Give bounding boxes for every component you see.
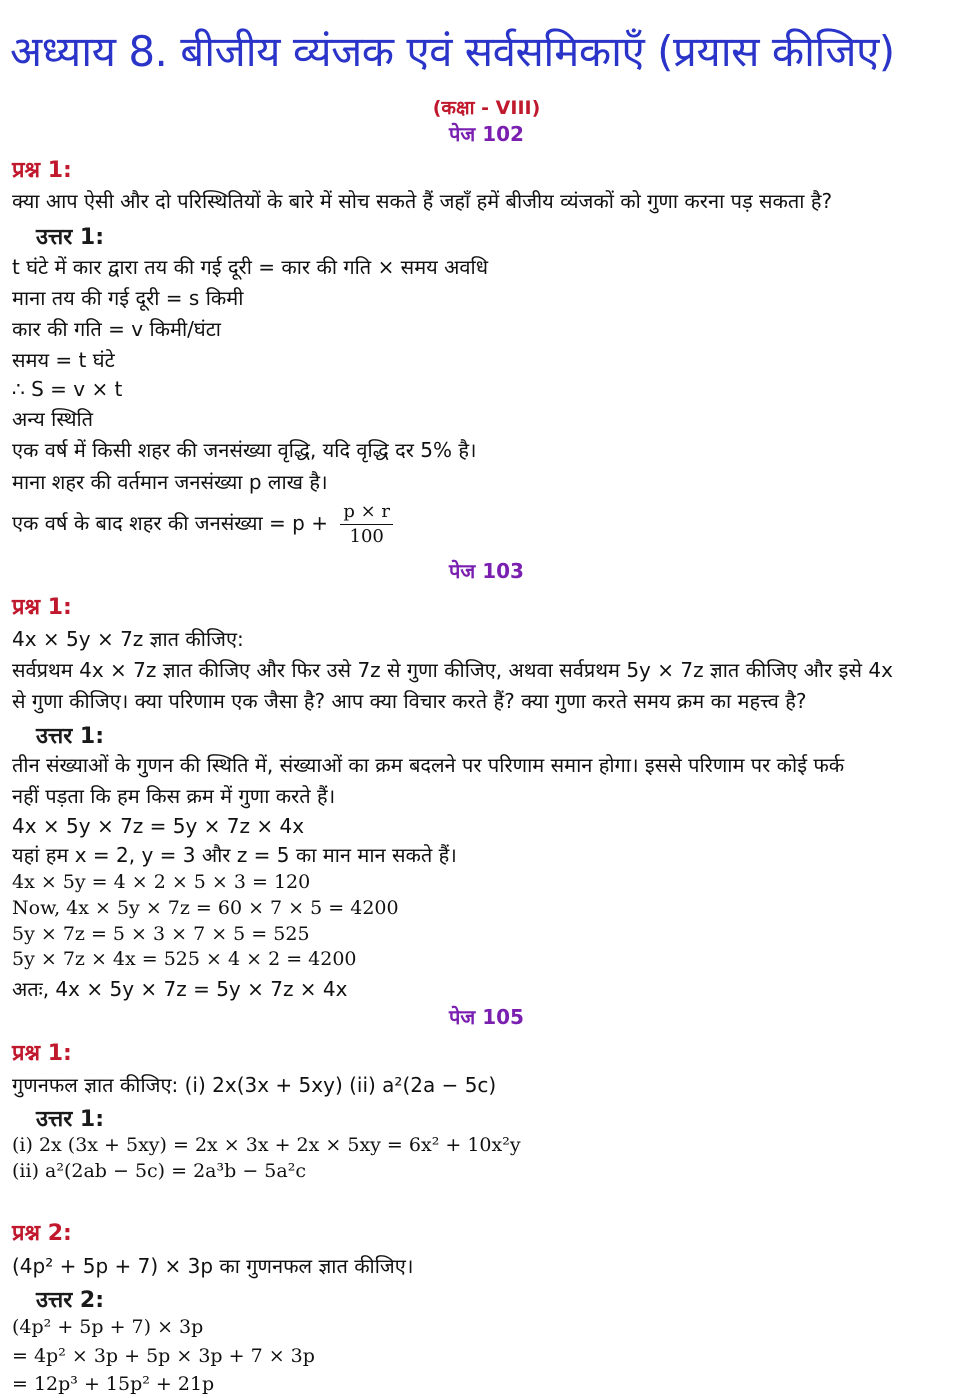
fraction-denominator: 100 <box>349 526 384 547</box>
question-line: से गुणा कीजिए। क्या परिणाम एक जैसा है? आप क्या विचार करते हैं? क्या गुणा करते समय क्रम का महत्त्व है? <box>12 689 807 713</box>
question-text: गुणनफल ज्ञात कीजिए: (i) 2x(3x + 5xy) (ii) a²(2a − 5c) <box>12 1073 497 1097</box>
answer-line: नहीं पड़ता कि हम किस क्रम में गुणा करते हैं। <box>12 784 336 808</box>
math-line: 4x × 5y = 4 × 2 × 5 × 3 = 120 <box>12 871 311 893</box>
answer-line: एक वर्ष में किसी शहर की जनसंख्या वृद्धि, यदि वृद्धि दर 5% है। <box>12 438 477 462</box>
math-line: 5y × 7z = 5 × 3 × 7 × 5 = 525 <box>12 923 310 945</box>
math-line: (4p² + 5p + 7) × 3p <box>12 1316 204 1338</box>
question-label: प्रश्न 1: <box>12 158 72 183</box>
math-line: 4x × 5y × 7z = 5y × 7z × 4x <box>12 814 305 838</box>
page-title: अध्याय 8. बीजीय व्यंजक एवं सर्वसमिकाएँ (प्रयास कीजिए) <box>10 27 895 76</box>
math-line: (ii) a²(2ab − 5c) = 2a³b − 5a²c <box>12 1160 306 1182</box>
question-label: प्रश्न 1: <box>12 1041 72 1066</box>
page-label-102: पेज 102 <box>449 122 524 146</box>
answer-label: उत्तर 1: <box>36 225 105 250</box>
math-line: Now, 4x × 5y × 7z = 60 × 7 × 5 = 4200 <box>12 897 399 919</box>
population-formula <box>12 500 393 549</box>
math-line: (i) 2x (3x + 5xy) = 2x × 3x + 2x × 5xy = 6x² + 10x²y <box>12 1134 521 1156</box>
formula-fraction <box>340 500 393 549</box>
question-text: क्या आप ऐसी और दो परिस्थितियों के बारे में सोच सकते हैं जहाँ हमें बीजीय व्यंजकों को गुणा करना पड़ सकता है? <box>12 189 833 213</box>
math-line: = 4p² × 3p + 5p × 3p + 7 × 3p <box>12 1345 315 1367</box>
question-label: प्रश्न 2: <box>12 1221 72 1246</box>
math-line: = 12p³ + 15p² + 21p <box>12 1373 215 1395</box>
class-tag: (कक्षा - VIII) <box>432 97 541 119</box>
question-line: 4x × 5y × 7z ज्ञात कीजिए: <box>12 627 244 651</box>
fraction-numerator: p × r <box>340 500 393 525</box>
question-text: (4p² + 5p + 7) × 3p का गुणनफल ज्ञात कीजिए। <box>12 1254 414 1278</box>
question-label: प्रश्न 1: <box>12 595 72 620</box>
answer-line: कार की गति = v किमी/घंटा <box>12 317 221 341</box>
formula-prefix: एक वर्ष के बाद शहर की जनसंख्या = p + <box>12 511 328 535</box>
answer-label: उत्तर 1: <box>36 1107 105 1132</box>
math-line: अतः, 4x × 5y × 7z = 5y × 7z × 4x <box>12 977 348 1001</box>
answer-line: माना तय की गई दूरी = s किमी <box>12 286 244 310</box>
page-label-103: पेज 103 <box>449 559 524 583</box>
question-line: सर्वप्रथम 4x × 7z ज्ञात कीजिए और फिर उसे 7z से गुणा कीजिए, अथवा सर्वप्रथम 5y × 7z ज्ञात कीजिए और इसे 4x <box>12 658 893 682</box>
answer-line: अन्य स्थिति <box>12 407 94 431</box>
math-line: 5y × 7z × 4x = 525 × 4 × 2 = 4200 <box>12 948 357 970</box>
page-label-105: पेज 105 <box>449 1005 524 1029</box>
answer-line: माना शहर की वर्तमान जनसंख्या p लाख है। <box>12 470 328 494</box>
math-line: यहां हम x = 2, y = 3 और z = 5 का मान मान सकते हैं। <box>12 843 457 867</box>
answer-line: t घंटे में कार द्वारा तय की गई दूरी = कार की गति × समय अवधि <box>12 255 488 279</box>
answer-line: समय = t घंटे <box>12 348 115 372</box>
answer-label: उत्तर 2: <box>36 1288 105 1313</box>
answer-line: ∴ S = v × t <box>12 377 123 401</box>
answer-line: तीन संख्याओं के गुणन की स्थिति में, संख्याओं का क्रम बदलने पर परिणाम समान होगा। इससे परिणाम पर कोई फर्क <box>12 753 845 777</box>
answer-label: उत्तर 1: <box>36 724 105 749</box>
